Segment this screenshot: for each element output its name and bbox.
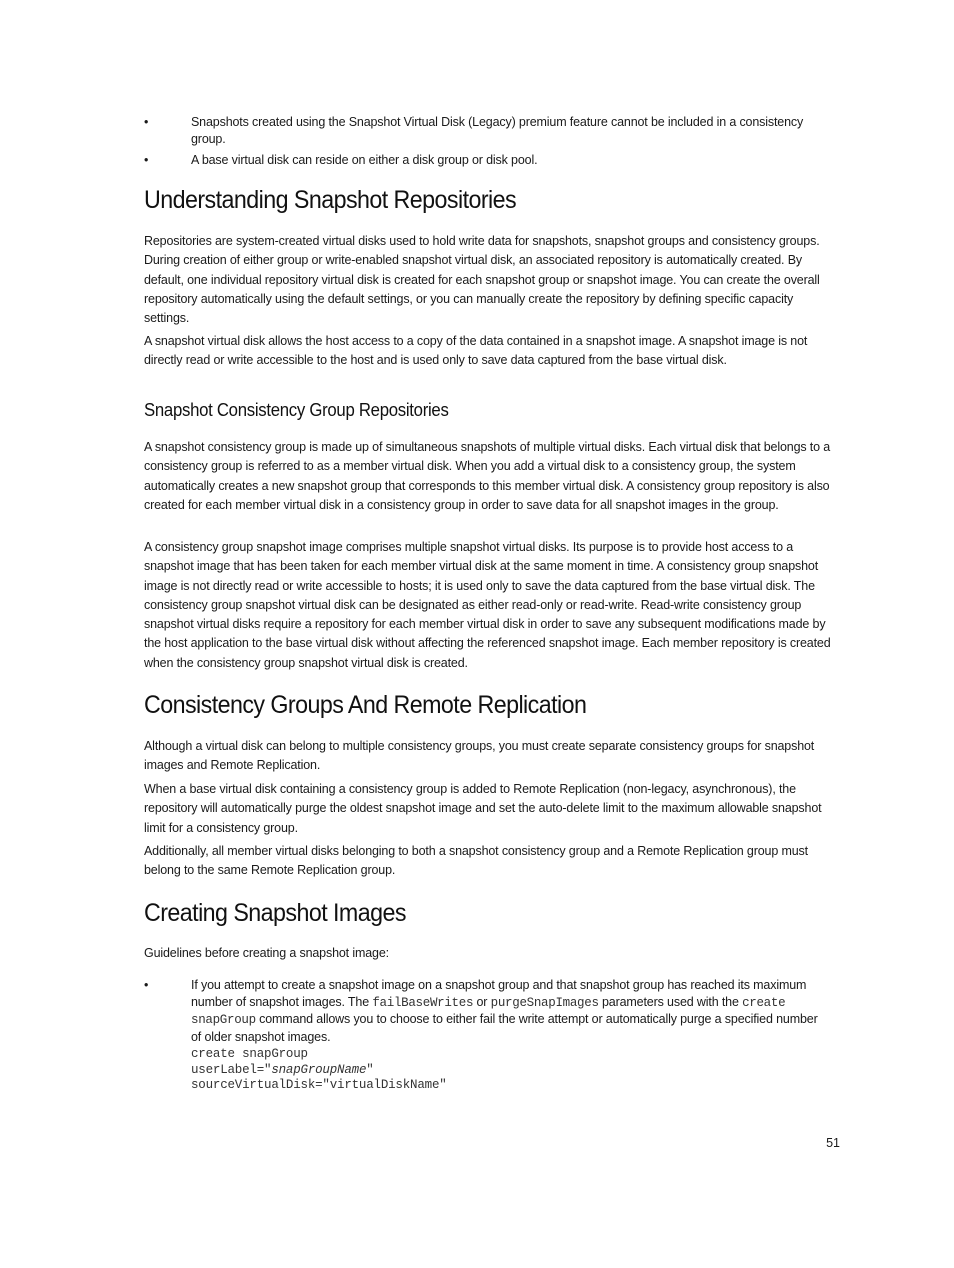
code-block (191, 1047, 447, 1094)
document-page (144, 0, 844, 1268)
section-heading: Consistency Groups And Remote Replication (144, 691, 587, 719)
code-line: sourceVirtualDisk="virtualDiskName" (191, 1078, 447, 1092)
bullet-text-part: parameters used with the (598, 994, 743, 1009)
paragraph: A consistency group snapshot image comprises multiple snapshot virtual disks. Its purpose is to provide host access to a snapshot image that has been taken for each member virtual disk at the same moment in time. A consistency group snapshot image is not directly read or write accessible to hosts; it is used only to save the data captured from the base virtual disk. The consistency group snapshot virtual disk can be designated as either read-only or read-write. Read-write consistency group snapshot virtual disks require a repository for each member virtual disk in order to save any subsequent modifications made by the host application to the base virtual disk without affecting the referenced snapshot image. Each member repository is created when the consistency group snapshot virtual disk is created. (144, 540, 831, 670)
paragraph: Additionally, all member virtual disks belonging to both a snapshot consistency group and a Remote Replication group must belong to the same Remote Replication group. (144, 844, 808, 878)
paragraph: A snapshot consistency group is made up of simultaneous snapshots of multiple virtual disks. Each virtual disk that belongs to a consistency group is referred to as a member virtual disk. When you add a virtual disk to a consistency group, the system automatically creates a new snapshot group that corresponds to this member virtual disk. A consistency group repository is also created for each member virtual disk in a consistency group in order to save data for all snapshot images in the group. (144, 440, 831, 512)
section-heading: Understanding Snapshot Repositories (144, 186, 517, 214)
paragraph: Although a virtual disk can belong to multiple consistency groups, you must create separate consistency groups for snapshot images and Remote Replication. (144, 739, 815, 773)
bullet-item (144, 114, 818, 147)
code-line: create snapGroup (191, 1047, 308, 1061)
paragraph: A snapshot virtual disk allows the host access to a copy of the data contained in a snapshot image. A snapshot image is not directly read or write accessible to the host and is used only to save data captured from the base virtual disk. (144, 334, 808, 368)
bullet-text: A base virtual disk can reside on either a disk group or disk pool. (191, 153, 538, 167)
code-command: create snapGroup (191, 995, 786, 1027)
bullet-text (168, 977, 818, 1045)
paragraph: Guidelines before creating a snapshot image: (144, 946, 389, 960)
page-number: 51 (826, 1136, 840, 1150)
bullet-text-part: command allows you to choose to either fail the write attempt or automatically purge a specified number of older snapshot images. (191, 1012, 818, 1044)
section-heading: Creating Snapshot Images (144, 899, 406, 927)
subsection-heading: Snapshot Consistency Group Repositories (144, 400, 449, 420)
code-line-part: userLabel=" (191, 1062, 272, 1077)
code-line-part: " (366, 1062, 374, 1077)
bullet-dot-icon: • (144, 153, 149, 167)
bullet-text-part: or (473, 994, 491, 1009)
code-parameter: purgeSnapImages (490, 995, 599, 1010)
bullet-item (144, 152, 818, 169)
bullet-dot-icon: • (144, 115, 149, 129)
bullet-item (144, 977, 818, 1045)
paragraph: Repositories are system-created virtual disks used to hold write data for snapshots, snapshot groups and consistency groups. During creation of either group or write-enabled snapshot virtual disk, an associated repository is automatically created. By default, one individual repository virtual disk is created for each snapshot group or snapshot image. You can create the overall repository automatically using the default settings, or you can manually create the repository by defining specific capacity settings. (144, 234, 820, 326)
bullet-text-part: If you attempt to create a snapshot image on a snapshot group and that snapshot group has reached its maximum number of snapshot images. The (191, 978, 807, 1009)
code-placeholder: snapGroupName (271, 1062, 367, 1077)
bullet-text: Snapshots created using the Snapshot Virtual Disk (Legacy) premium feature cannot be included in a consistency group. (191, 115, 804, 146)
code-parameter: failBaseWrites (372, 995, 474, 1010)
paragraph: When a base virtual disk containing a consistency group is added to Remote Replication (non-legacy, asynchronous), the repository will automatically purge the oldest snapshot image and set the auto-delete limit to the maximum allowable snapshot limit for a consistency group. (144, 782, 822, 835)
bullet-dot-icon: • (144, 978, 149, 992)
